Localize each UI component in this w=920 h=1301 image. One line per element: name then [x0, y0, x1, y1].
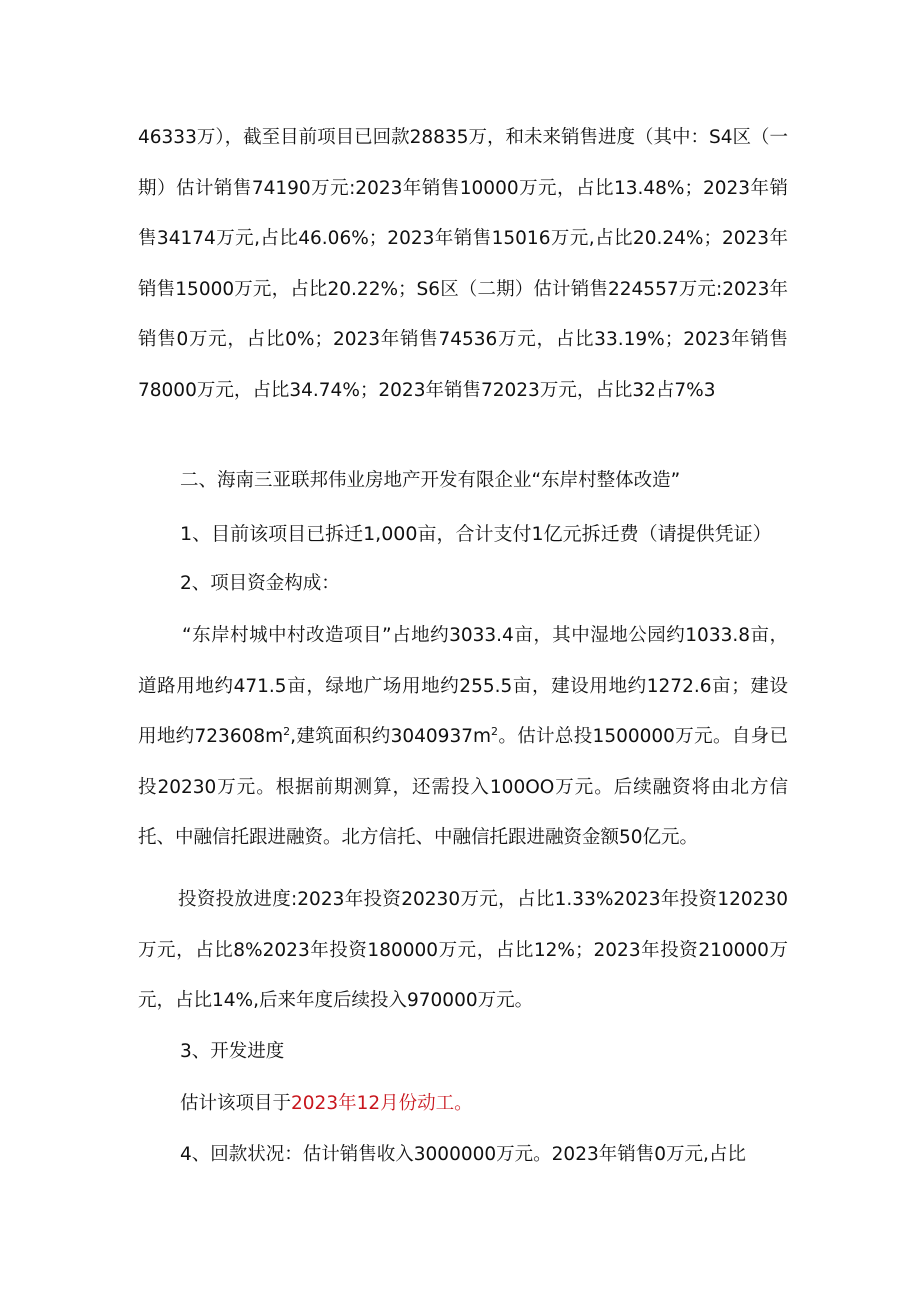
- paragraph-investment-schedule: 投资投放进度:2023年投资20230万元，占比1.33%2023年投资120230万元，占比8%2023年投资180000万元，占比12%；2023年投资210000万元，占比14%,后来年度后续投入970000万元。: [138, 889, 788, 1011]
- development-start-line: [180, 1079, 473, 1129]
- paragraph-funding-composition: [138, 611, 788, 864]
- superscript-2-b: 2: [491, 725, 499, 738]
- paragraph-sales-progress: 46333万），截至目前项目已回款28835万，和未来销售进度（其中：S4区（一期）估计销售74190万元:2023年销售10000万元，占比13.48%；2023年销售34174万元,占比46.06%；2023年销售15016万元,占比20.24%；2023年销售15000万元，占比20.22%；S6区（二期）估计销售224557万元:2023年销售0万元，占比0%；2023年销售74536万元，占比33.19%；2023年销售78000万元，占比34.74%；2023年销售72023万元，占比32占7%3: [138, 127, 788, 401]
- item-demolition: 1、目前该项目已拆迁1,000亩，合计支付1亿元拆迁费（请提供凭证）: [180, 523, 772, 545]
- funding-text-part3: 。估计总投1500000万元。自身已投20230万元。根据前期测算，还需投入100OO万元。后续融资将由北方信托、中融信托跟进融资。北方信托、中融信托跟进融资金额50亿元。: [138, 726, 788, 848]
- funding-text-part1: “东岸村城中村改造项目”占地约3033.4亩，其中湿地公园约1033.8亩，道路用地约471.5亩，绿地广场用地约255.5亩，建设用地约1272.6亩；建设用地约723608m: [138, 625, 788, 747]
- section-heading-dongan-village: 二、海南三亚联邦伟业房地产开发有限企业“东岸村整体改造”: [180, 470, 681, 491]
- superscript-2-a: 2: [283, 725, 291, 738]
- development-start-prefix: 估计该项目于: [180, 1093, 292, 1114]
- item-funding-heading: 2、项目资金构成：: [180, 573, 340, 594]
- item-development-heading: 3、开发进度: [180, 1041, 285, 1062]
- item-payment-status: 4、回款状况：估计销售收入3000000万元。2023年销售0万元,占比: [180, 1144, 746, 1165]
- funding-text-part2: ,建筑面积约3040937m: [290, 726, 492, 747]
- development-start-date: 2023年12月份动工。: [291, 1093, 473, 1114]
